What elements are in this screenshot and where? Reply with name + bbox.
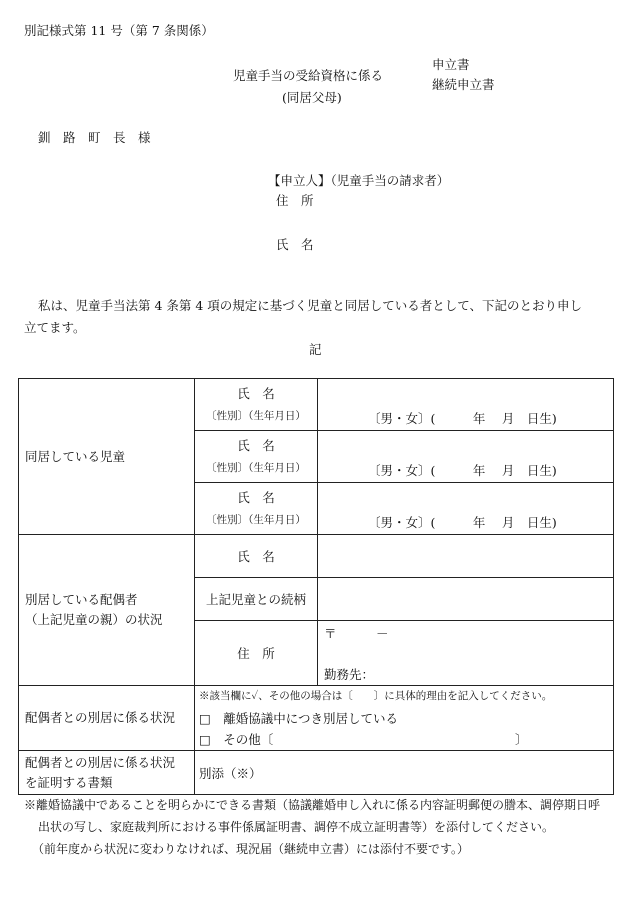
proof-value-cell (195, 751, 614, 795)
footnote-line-3: （前年度から状況に変わりなければ、現況届（継続申立書）には添付不要です。） (32, 842, 470, 856)
child-3-gender-dob-value: 〔男・女〕( 年 月 日生) (368, 514, 557, 530)
doc-type-continuing-application: 継続申立書 (432, 77, 495, 92)
spouse-name-label-cell (195, 535, 318, 578)
child-1-gender-dob-value: 〔男・女〕( 年 月 日生) (368, 410, 557, 426)
applicant-name-label: 氏 名 (276, 237, 314, 252)
postal-mark: 〒 (324, 626, 337, 641)
ki-mark: 記 (309, 342, 322, 357)
spouse-name-value-cell[interactable] (318, 535, 614, 578)
spouse-address-label: 住 所 (237, 646, 275, 661)
child-1-name-label: 氏 名 (237, 385, 275, 401)
spouse-name-label: 氏 名 (237, 549, 275, 564)
child-3-gender-dob-label: 〔性別〕（生年月日） (206, 513, 306, 526)
separation-value-cell (195, 686, 614, 751)
spouse-address-label-cell (195, 621, 318, 686)
form-number: 別記様式第 11 号（第 7 条関係） (24, 23, 214, 38)
spouse-section-cell (19, 535, 195, 686)
spouse-name-row (19, 535, 614, 578)
proof-value: 別添（※） (199, 765, 262, 781)
child-2-value-cell[interactable] (318, 431, 614, 483)
statement-line-2: 立てます。 (24, 320, 86, 335)
workplace-label: 勤務先： (324, 667, 375, 682)
proof-label-cell (19, 751, 195, 795)
proof-row (19, 751, 614, 795)
spouse-relation-value-cell[interactable] (318, 578, 614, 621)
footnote-line-2: 出状の写し、家庭裁判所における事件係属証明書、調停不成立証明書等）を添付してください。 (38, 820, 555, 834)
title-line-1: 児童手当の受給資格に係る (233, 68, 384, 83)
separation-note: ※該当欄に✓、その他の場合は〔 〕に具体的理由を記入してください。 (199, 690, 553, 702)
spouse-section-label-1: 別居している配偶者 (25, 592, 138, 607)
application-table (18, 378, 614, 795)
proof-label-1: 配偶者との別居に係る状況 (25, 754, 176, 770)
child-3-value-cell[interactable] (318, 483, 614, 535)
option-other[interactable]: □ その他〔 (199, 732, 274, 747)
spouse-address-value-cell[interactable] (318, 621, 614, 686)
separation-label: 配偶者との別居に係る状況 (25, 710, 176, 725)
child-1-label-cell (195, 379, 318, 431)
child-3-label-cell (195, 483, 318, 535)
proof-label-2: を証明する書類 (25, 774, 113, 790)
footnote-line-1: ※離婚協議中であることを明らかにできる書類（協議離婚申し入れに係る内容証明郵便の謄本、調停期日呼 (24, 798, 601, 812)
child-2-name-label: 氏 名 (237, 437, 275, 453)
child-2-gender-dob-label: 〔性別〕（生年月日） (206, 461, 306, 474)
title-line-2: (同居父母) (282, 90, 342, 105)
statement-line-1: 私は、児童手当法第 4 条第 4 項の規定に基づく児童と同居している者として、下記のとおり申し (38, 298, 583, 313)
separation-label-cell (19, 686, 195, 751)
spouse-relation-label: 上記児童との続柄 (205, 592, 306, 607)
separation-row (19, 686, 614, 751)
children-section-cell (19, 379, 195, 535)
postal-dash: － (376, 626, 389, 641)
spouse-section-label-2: （上記児童の親）の状況 (25, 612, 163, 627)
option-other-close: 〕 (515, 732, 528, 747)
children-section-label: 同居している児童 (25, 448, 126, 464)
child-1-gender-dob-label: 〔性別〕（生年月日） (206, 409, 306, 422)
addressee: 釧 路 町 長 様 (38, 130, 151, 145)
applicant-address-label: 住 所 (276, 193, 314, 208)
doc-type-application: 申立書 (432, 57, 470, 72)
child-2-gender-dob-value: 〔男・女〕( 年 月 日生) (368, 462, 557, 478)
child-1-value-cell[interactable] (318, 379, 614, 431)
spouse-relation-label-cell (195, 578, 318, 621)
child-3-name-label: 氏 名 (237, 489, 275, 505)
child-2-label-cell (195, 431, 318, 483)
child-row-1 (19, 379, 614, 431)
applicant-heading: 【申立人】（児童手当の請求者） (268, 173, 450, 188)
option-divorce-negotiation[interactable]: □ 離婚協議中につき別居している (199, 711, 399, 726)
